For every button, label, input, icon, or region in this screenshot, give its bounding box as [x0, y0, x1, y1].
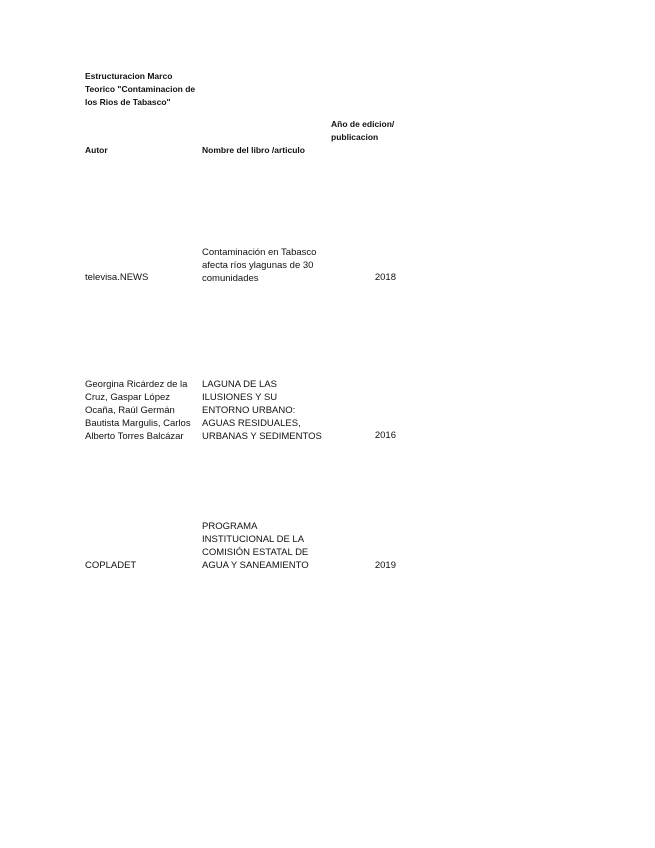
- header-author: Autor: [85, 145, 108, 155]
- row-1-year: 2018: [374, 272, 396, 283]
- row-3-author: COPLADET: [85, 560, 137, 571]
- row-2-book: LAGUNA DE LAS ILUSIONES Y SU ENTORNO URBANO: AGUAS RESIDUALES, URBANAS Y SEDIMENTOS: [202, 379, 322, 442]
- row-1-author: televisa.NEWS: [85, 272, 149, 283]
- header-year: Año de edicion/publicacion: [331, 119, 395, 142]
- header-book: Nombre del libro /articulo: [202, 145, 305, 155]
- row-2-author: Georgina Ricárdez de la Cruz, Gaspar López Ocaña, Raúl Germán Bautista Margulis, Carlos Alberto Torres Balcázar: [85, 379, 191, 442]
- row-3-year: 2019: [374, 560, 396, 571]
- row-2-year: 2016: [374, 430, 396, 441]
- row-3-book: PROGRAMA INSTITUCIONAL DE LA COMISIÓN ESTATAL DE AGUA Y SANEAMIENTO: [202, 521, 309, 571]
- document-title: Estructuracion Marco Teorico "Contaminacion de los Rios de Tabasco": [85, 71, 196, 107]
- row-1-book: Contaminación en Tabasco afecta ríos ylagunas de 30 comunidades: [202, 247, 317, 284]
